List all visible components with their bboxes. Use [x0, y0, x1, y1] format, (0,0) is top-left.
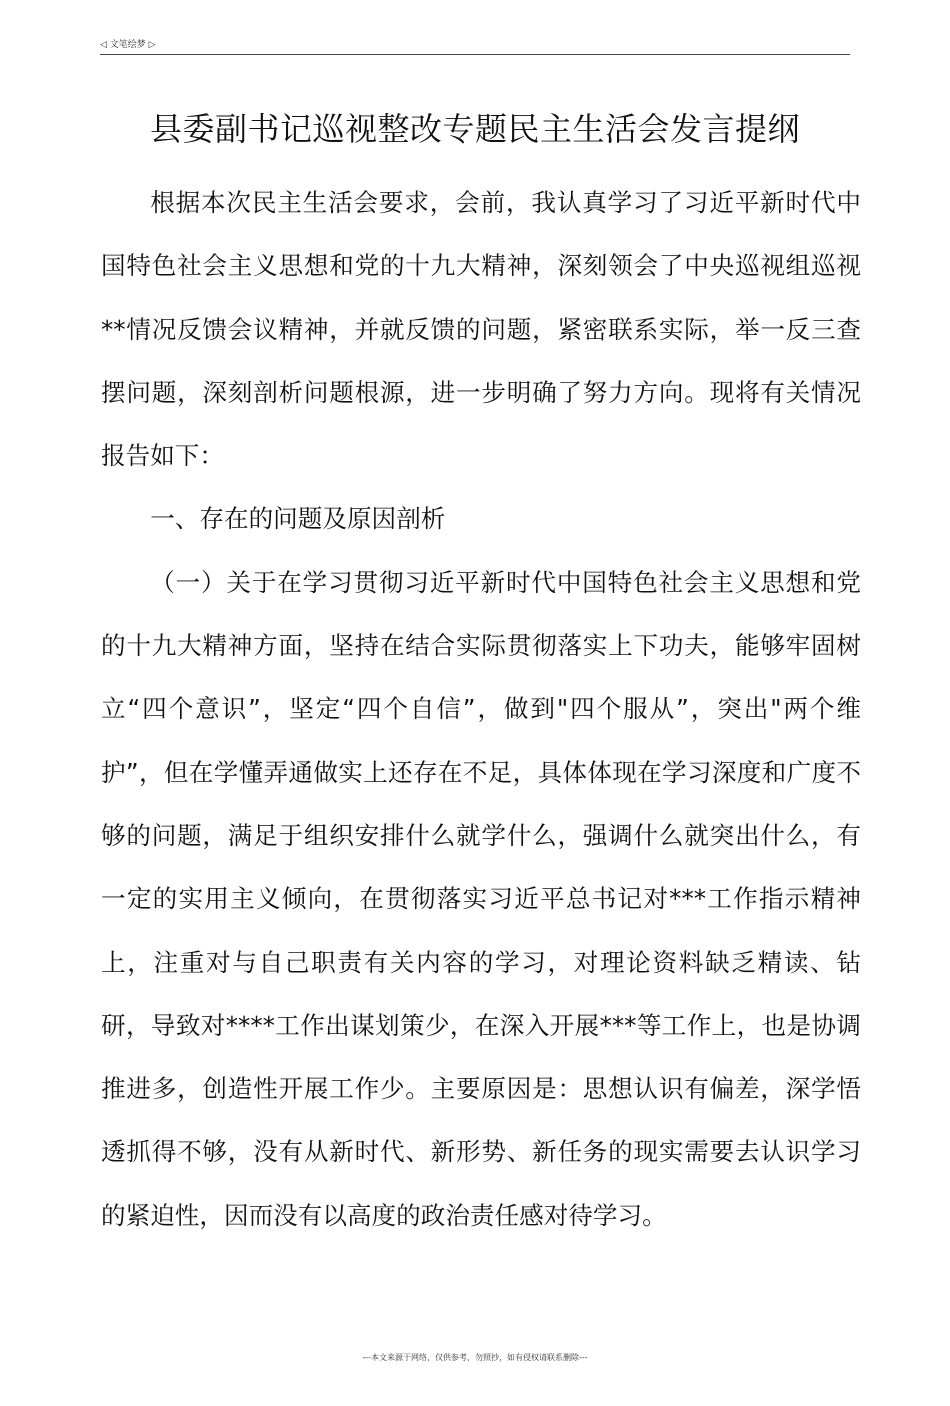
page-footer: ---本文来源于网络，仅供参考，勿照抄，如有侵权请联系删除--- [362, 1353, 588, 1362]
page-header [100, 38, 850, 55]
document-body [101, 171, 861, 1247]
intro-paragraph: 根据本次民主生活会要求，会前，我认真学习了习近平新时代中国特色社会主义思想和党的十九大精神，深刻领会了中央巡视组巡视**情况反馈会议精神，并就反馈的问题，紧密联系实际，举一反三查摆问题，深刻剖析问题根源，进一步明确了努力方向。现将有关情况报告如下： [101, 188, 861, 471]
body-paragraph: （一）关于在学习贯彻习近平新时代中国特色社会主义思想和党的十九大精神方面，坚持在结合实际贯彻落实上下功夫，能够牢固树立“四个意识”，坚定“四个自信”，做到"四个服从”，突出"两个维护”，但在学懂弄通做实上还存在不足，具体体现在学习深度和广度不够的问题，满足于组织安排什么就学什么，强调什么就突出什么，有一定的实用主义倾向，在贯彻落实习近平总书记对***工作指示精神上，注重对与自己职责有关内容的学习，对理论资料缺乏精读、钻研，导致对****工作出谋划策少，在深入开展***等工作上，也是协调推进多，创造性开展工作少。主要原因是：思想认识有偏差，深学悟透抓得不够，没有从新时代、新形势、新任务的现实需要去认识学习的紧迫性，因而没有以高度的政治责任感对待学习。 [101, 567, 861, 1230]
section-heading: 一、存在的问题及原因剖析 [150, 504, 446, 534]
header-label: ◁ 文笔绘梦 ▷ [100, 40, 156, 50]
document-title: 县委副书记巡视整改专题民主生活会发言提纲 [149, 110, 800, 148]
